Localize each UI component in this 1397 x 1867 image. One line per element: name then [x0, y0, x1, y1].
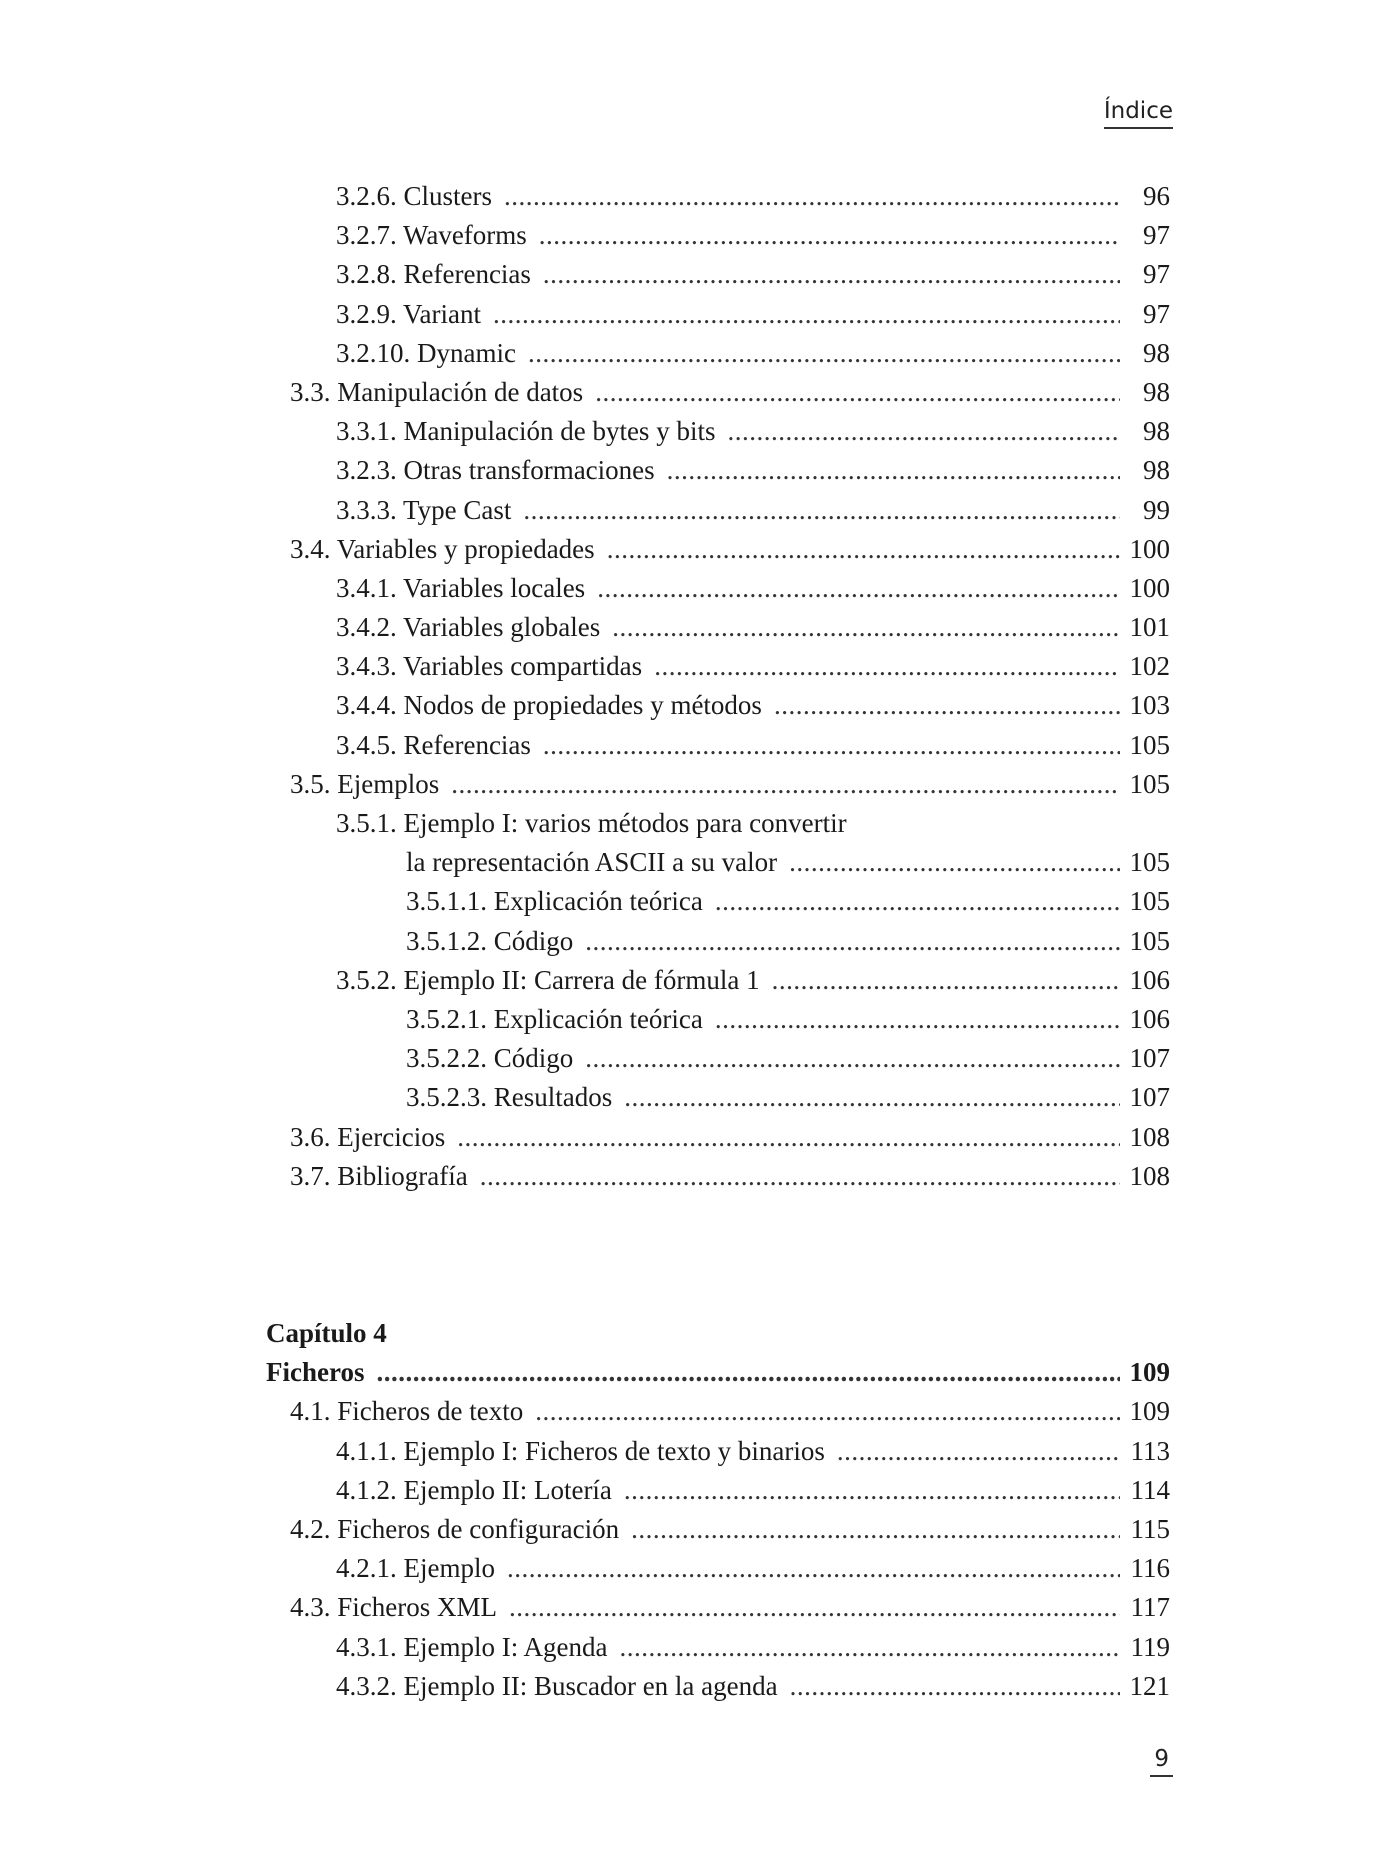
toc-entry-page: 97	[1143, 259, 1170, 290]
toc-entry-page: 117	[1130, 1592, 1170, 1623]
dot-leader	[715, 1000, 1120, 1039]
dot-leader	[585, 922, 1120, 961]
toc-entry-title: 4.3.2. Ejemplo II: Buscador en la agenda	[336, 1670, 778, 1701]
toc-entry[interactable]	[266, 686, 1170, 725]
chapter-title: Ficheros	[266, 1357, 365, 1388]
toc-entry-page: 100	[1129, 572, 1170, 603]
running-header: Índice	[1104, 98, 1173, 129]
chapter-label: Capítulo 4	[266, 1318, 387, 1348]
toc-entry[interactable]	[266, 1432, 1170, 1471]
toc-entry[interactable]	[266, 255, 1170, 294]
toc-entry-title: 3.2.10. Dynamic	[336, 337, 516, 368]
toc-entry-title: 3.4.1. Variables locales	[336, 572, 586, 603]
toc-entry[interactable]	[266, 451, 1170, 490]
toc-entry[interactable]	[266, 1510, 1170, 1549]
toc-entry-title: 3.7. Bibliografía	[290, 1160, 468, 1191]
toc-entry-page: 97	[1143, 220, 1170, 251]
chapter-page-number: 109	[1129, 1357, 1170, 1388]
dot-leader	[597, 569, 1120, 608]
toc-entry-title: 3.3.1. Manipulación de bytes y bits	[336, 416, 716, 447]
dot-leader	[624, 1471, 1120, 1510]
toc-entry[interactable]	[266, 1628, 1170, 1667]
dot-leader	[837, 1432, 1120, 1471]
dot-leader	[715, 882, 1120, 921]
toc-entry[interactable]	[266, 491, 1170, 530]
dot-leader	[631, 1510, 1120, 1549]
dot-leader	[607, 530, 1120, 569]
toc-entry-title: 4.3. Ficheros XML	[290, 1592, 497, 1623]
toc-entry[interactable]	[266, 1549, 1170, 1588]
toc-entry-page: 96	[1143, 181, 1170, 211]
toc-entry-title: 3.5.2.2. Código	[406, 1043, 574, 1074]
dot-leader	[543, 726, 1120, 765]
toc-entry[interactable]	[266, 177, 1170, 216]
page-number: 9	[1150, 1746, 1173, 1777]
dot-leader	[543, 255, 1120, 294]
dot-leader	[523, 491, 1120, 530]
toc-entry-page: 105	[1129, 847, 1170, 878]
dot-leader	[376, 1353, 1120, 1392]
dot-leader	[774, 686, 1120, 725]
toc-entry-page: 107	[1129, 1043, 1170, 1074]
toc-entry-page: 101	[1129, 612, 1170, 643]
toc-entry-page: 107	[1129, 1082, 1170, 1113]
dot-leader	[772, 961, 1120, 1000]
toc-entry[interactable]	[266, 922, 1170, 961]
toc-entry-title: 3.6. Ejercicios	[290, 1121, 446, 1152]
toc-entry-title: 3.4. Variables y propiedades	[290, 533, 595, 564]
toc-entry-title: 3.5.1.2. Código	[406, 925, 574, 956]
toc-entry-title: 3.2.3. Otras transformaciones	[336, 455, 655, 486]
toc-entry[interactable]	[266, 765, 1170, 804]
toc-entry-page: 106	[1129, 964, 1170, 995]
toc-entry[interactable]	[266, 882, 1170, 921]
toc-entry[interactable]	[266, 647, 1170, 686]
toc-entry-title: 3.5.2.3. Resultados	[406, 1082, 613, 1113]
toc-entry-title: 3.2.9. Variant	[336, 298, 481, 329]
toc-entry-title: 3.3.3. Type Cast	[336, 494, 512, 525]
toc-entry[interactable]	[266, 216, 1170, 255]
toc-entry-title: 3.4.5. Referencias	[336, 729, 531, 760]
toc-entry-title: 4.1.1. Ejemplo I: Ficheros de texto y binarios	[336, 1435, 825, 1466]
toc-entry-page: 105	[1129, 886, 1170, 917]
toc-entry-page: 98	[1143, 376, 1170, 407]
dot-leader	[612, 608, 1120, 647]
dot-leader	[493, 295, 1120, 334]
toc-entry-page: 105	[1129, 768, 1170, 799]
dot-leader	[727, 412, 1120, 451]
toc-entry-page: 109	[1129, 1396, 1170, 1427]
toc-entry-page: 119	[1130, 1631, 1170, 1662]
toc-entry[interactable]	[266, 1471, 1170, 1510]
toc-entry-title: 3.5.2.1. Explicación teórica	[406, 1003, 703, 1034]
toc-entry[interactable]	[266, 1039, 1170, 1078]
toc-entry-page: 105	[1129, 925, 1170, 956]
toc-entry-page: 97	[1143, 298, 1170, 329]
dot-leader	[624, 1078, 1120, 1117]
toc-entry-title: 3.3. Manipulación de datos	[290, 376, 584, 407]
toc-entry-title: 3.2.8. Referencias	[336, 259, 531, 290]
toc-entry[interactable]	[266, 1392, 1170, 1431]
dot-leader	[539, 216, 1120, 255]
toc-entry-title: 3.4.2. Variables globales	[336, 612, 601, 643]
toc-entry[interactable]	[266, 804, 1170, 843]
toc-entry[interactable]	[266, 295, 1170, 334]
toc-entry-title: la representación ASCII a su valor	[406, 847, 778, 878]
toc-entry-page: 98	[1143, 455, 1170, 486]
toc-entry[interactable]	[266, 1667, 1170, 1706]
toc-entry-title: 3.5.1. Ejemplo I: varios métodos para convertir	[336, 808, 847, 838]
dot-leader	[595, 373, 1120, 412]
toc-entry-title: 3.5.2. Ejemplo II: Carrera de fórmula 1	[336, 964, 760, 995]
dot-leader	[509, 1588, 1120, 1627]
toc-entry-title: 3.2.6. Clusters	[336, 181, 493, 211]
dot-leader	[667, 451, 1120, 490]
toc-entry-title: 3.4.4. Nodos de propiedades y métodos	[336, 690, 762, 721]
toc-entry-title: 4.2. Ficheros de configuración	[290, 1513, 620, 1544]
toc-entry[interactable]	[266, 1588, 1170, 1627]
toc-entry-page: 121	[1129, 1670, 1170, 1701]
dot-leader	[619, 1628, 1120, 1667]
dot-leader	[535, 1392, 1120, 1431]
toc-entry-title: 3.5.1.1. Explicación teórica	[406, 886, 703, 917]
toc-entry-page: 103	[1129, 690, 1170, 721]
toc-entry[interactable]	[266, 334, 1170, 373]
toc-entry-page: 105	[1129, 729, 1170, 760]
toc-entry[interactable]	[266, 1118, 1170, 1157]
toc-entry[interactable]	[266, 726, 1170, 765]
toc-entry[interactable]	[266, 608, 1170, 647]
chapter-title-entry[interactable]	[266, 1353, 1170, 1392]
toc-entry-page: 98	[1143, 416, 1170, 447]
toc-chapter3-continuation	[266, 177, 1170, 1196]
dot-leader	[789, 843, 1120, 882]
dot-leader	[451, 765, 1120, 804]
toc-entry-page: 116	[1130, 1553, 1170, 1584]
toc-entry-page: 108	[1129, 1121, 1170, 1152]
toc-entry-title: 4.2.1. Ejemplo	[336, 1553, 495, 1584]
dot-leader	[790, 1667, 1120, 1706]
toc-entry[interactable]	[266, 1078, 1170, 1117]
dot-leader	[528, 334, 1120, 373]
toc-entry[interactable]	[266, 412, 1170, 451]
dot-leader	[507, 1549, 1120, 1588]
toc-entry-page: 115	[1130, 1513, 1170, 1544]
toc-entry-page: 108	[1129, 1160, 1170, 1191]
toc-entry-title: 3.5. Ejemplos	[290, 768, 440, 799]
toc-entry-title: 3.2.7. Waveforms	[336, 220, 527, 251]
toc-entry-page: 99	[1143, 494, 1170, 525]
toc-entry-title: 4.1.2. Ejemplo II: Lotería	[336, 1474, 612, 1505]
toc-entry[interactable]	[266, 843, 1170, 882]
dot-leader	[504, 177, 1120, 216]
toc-entry-page: 102	[1129, 651, 1170, 682]
toc-chapter4	[266, 1314, 1170, 1706]
toc-entry[interactable]	[266, 1157, 1170, 1196]
dot-leader	[480, 1157, 1120, 1196]
toc-entry[interactable]	[266, 569, 1170, 608]
toc-entry[interactable]	[266, 1000, 1170, 1039]
toc-entry-title: 4.3.1. Ejemplo I: Agenda	[336, 1631, 608, 1662]
toc-entry-page: 113	[1130, 1435, 1170, 1466]
toc-entry-title: 3.4.3. Variables compartidas	[336, 651, 643, 682]
toc-entry-page: 114	[1130, 1474, 1170, 1505]
toc-entry[interactable]	[266, 961, 1170, 1000]
toc-entry-page: 100	[1129, 533, 1170, 564]
toc-entry[interactable]	[266, 373, 1170, 412]
toc-entry-page: 98	[1143, 337, 1170, 368]
dot-leader	[457, 1118, 1120, 1157]
dot-leader	[585, 1039, 1120, 1078]
toc-entry-page: 106	[1129, 1003, 1170, 1034]
dot-leader	[654, 647, 1120, 686]
toc-entry[interactable]	[266, 530, 1170, 569]
toc-entry-title: 4.1. Ficheros de texto	[290, 1396, 524, 1427]
